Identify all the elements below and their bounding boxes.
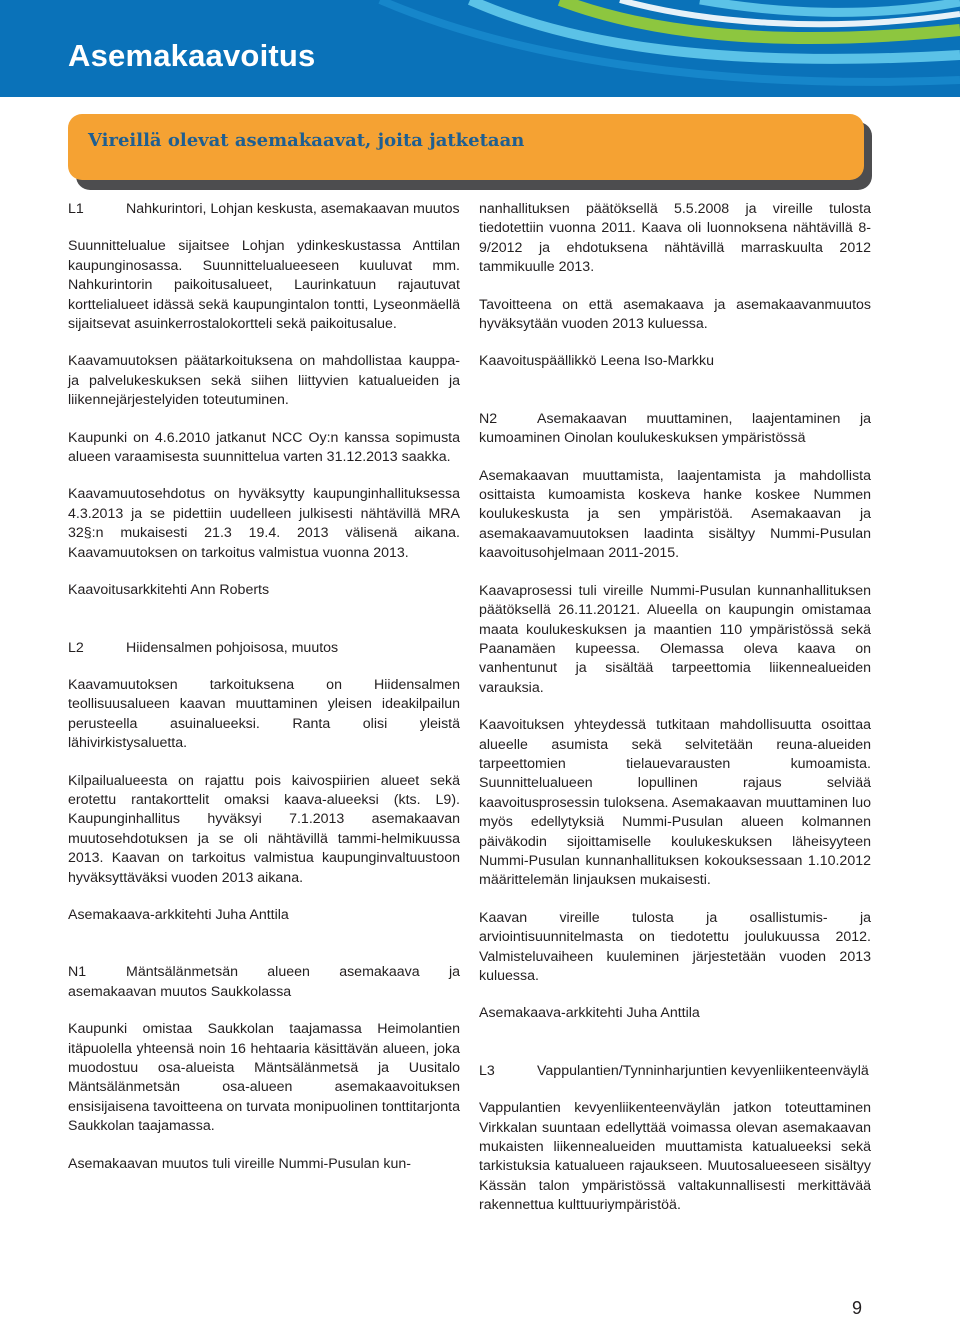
body-paragraph: Asemakaava-arkkitehti Juha Anttila (68, 906, 289, 923)
body-paragraph: Kaavamuutoksen tarkoituksena on Hiidensalmen teollisuusalueen kaavan muuttaminen yleisen ideakilpailun perusteella asuinalueeksi. Ranta olisi yleistä lähivirkistysaluetta. (68, 676, 460, 752)
plan-code: L1 (68, 201, 84, 217)
body-paragraph: Tavoitteena on että asemakaava ja asemakaavanmuutos hyväksytään vuoden 2013 kuluessa. (479, 296, 871, 333)
section-banner (68, 114, 864, 180)
body-paragraph: Kaavamuutosehdotus on hyväksytty kaupunginhallituksessa 4.3.2013 ja se pidettiin uudelleen julkisesti nähtävillä MRA 32§:n mukaisesti 21.3 19.4. 2013 välisenä aikana. Kaavamuutoksen on tarkoitus valmistua vuonna 2013. (68, 486, 460, 561)
swoosh-band-4 (700, 0, 960, 12)
plan-code: N1 (68, 964, 87, 981)
right-column (479, 200, 871, 1216)
plan-heading (479, 410, 871, 449)
page-header (0, 0, 960, 97)
body-paragraph: Asemakaavan muuttamista, laajentamista ja mahdollista osittaista kumoamista koskeva hanke koskee Nummen koulukeskusta ja sen ympäristöä. Asemakaavan ja asemakaavamuutoksen laadinta sisältyy Nummi-Pusulan kaavoitusohjelmaan 2011-2015. (479, 467, 871, 562)
body-paragraph: Kaupunki on 4.6.2010 jatkanut NCC Oy:n kanssa sopimusta alueen varaamisesta suunnittelua varten 31.12.2013 saakka. (68, 429, 460, 466)
page-number: 9 (852, 1298, 863, 1318)
body-paragraph: Kaupunki omistaa Saukkolan taajamassa Heimolantien itäpuolella yhteensä noin 16 hehtaaria käsittävän alueen, joka muodostuu osa-alueista Mäntsälänmetsä ja Uusitalo Mäntsälänmetsän osa-alueen asemakaavoituksen ensisijaisena tavoitteena on turvata monipuolinen tonttitarjonta Saukkolan taajamassa. (68, 1021, 460, 1135)
body-paragraph: Kaavoituksen yhteydessä tutkitaan mahdollisuutta osoittaa alueelle asumista sekä selvitetään reuna-alueiden tarpeettomien tielauevarausten kumoamista. Suunnittelualueen lopullinen rajaus selviää kaavoitusprosessin tuloksena. Asemakaavan muuttaminen luo myös edellytyksiä Nummi-Pusulan alueen kolmannen päiväkodin sijoittamiselle koulukeskuksen läheisyyteen Nummi-Pusulan kunnanhallituksen kokouksessaan 1.10.2012 määrittelemän linjauksen mukaisesti. (479, 717, 871, 889)
plan-heading (68, 639, 460, 658)
plan-code: N2 (479, 410, 498, 427)
body-paragraph: Asemakaavan muutos tuli vireille Nummi-Pusulan kun- (68, 1155, 412, 1172)
body-paragraph: Kaavaprosessi tuli vireille Nummi-Pusulan kunnanhallituksen päätöksellä 26.11.20121. Alueella on kaupungin omistamaa maata koulukeskuksen ja maantien 110 ympäristössä sekä Paanamäen kupeessa. Olemassa oleva kaava on vanhentunut ja sisältää tarpeettomia liikennealueiden varauksia. (479, 582, 871, 696)
plan-title: Asemakaavan muuttaminen, laajentaminen ja kumoaminen Oinolan koulukeskuksen ympäristössä (479, 410, 871, 447)
body-paragraph: Kaavan vireille tulosta ja osallistumis- ja arviointisuunnitelmasta on tiedotettu joulukuussa 2012. Valmisteluvaiheen kuuleminen järjestetään vuoden 2013 kuluessa. (479, 909, 871, 984)
plan-code: L2 (68, 639, 84, 656)
plan-title: Hiidensalmen pohjoisosa, muutos (126, 639, 339, 656)
plan-title: Mäntsälänmetsän alueen asemakaava ja asemakaavan muutos Saukkolassa (68, 964, 460, 1000)
body-paragraph: Kaavoituspäällikkö Leena Iso-Markku (479, 353, 715, 370)
plan-heading (479, 1062, 871, 1081)
body-paragraph: Vappulantien kevyenliikenteenväylän jatkon toteuttaminen Virkkalan suuntaan edellyttää voimassa olevan asemakaavan mukaisten liikennealueiden muuttamista katualueeksi sekä tarkistuksia katualueen rajaukseen. Muutosalueeseen sisältyy Kässän talon ympäristössä valtakunnallisesti merkittävää rakennettua kulttuuriympäristöä. (479, 1100, 871, 1214)
body-paragraph: Kaavoitusarkkitehti Ann Roberts (68, 582, 270, 599)
body-paragraph: Asemakaava-arkkitehti Juha Anttila (479, 1005, 700, 1022)
plan-title: Vappulantien/Tynninharjuntien kevyenliikenteenväylä (537, 1062, 869, 1079)
plan-heading (68, 963, 460, 1002)
left-column (68, 200, 460, 1174)
plan-code: L3 (479, 1062, 495, 1079)
body-paragraph: nanhallituksen päätöksellä 5.5.2008 ja vireille tulosta tiedotettiin vuonna 2011. Kaava oli luonnoksena nähtävillä 8-9/2012 ja ehdotuksena nähtävillä marraskuulta 2012 tammikuulle 2013. (479, 201, 871, 276)
body-paragraph: Kilpailualueesta on rajattu pois kaivospiirien alueet sekä erotettu rantakorttelit omaksi kaava-alueeksi (kts. L9). Kaupunginhallitus hyväksyi 7.1.2013 asemakaavan muutosehdotuksen ja se oli nähtävillä tammi-helmikuussa 2013. Kaavan on tarkoitus valmistua kaupunginvaltuustoon hyväksyttäväksi vuoden 2013 aikana. (68, 772, 460, 886)
plan-title: Nahkurintori, Lohjan keskusta, asemakaavan muutos (126, 201, 460, 217)
page-title: Asemakaavoitus (68, 38, 316, 73)
body-paragraph: Suunnittelualue sijaitsee Lohjan ydinkeskustassa Anttilan kaupunginosassa. Suunnittelualueeseen kuuluvat mm. Nahkurintorin paikoitusalueet, Laurinkatuun rajautuvat korttelialueet idässä sekä kaupungintalon tontti, Lyseonmäellä sijaitsevat asuinkerrostalokortteli sekä paikoitusalue. (68, 238, 460, 333)
plan-heading (68, 200, 460, 219)
body-paragraph: Kaavamuutoksen päätarkoituksena on mahdollistaa kauppa- ja palvelukeskuksen sekä siihen liittyvien katualueiden ja liikennejärjestelyiden toteutuminen. (68, 353, 460, 409)
section-title: Vireillä olevat asemakaavat, joita jatketaan (88, 130, 525, 151)
